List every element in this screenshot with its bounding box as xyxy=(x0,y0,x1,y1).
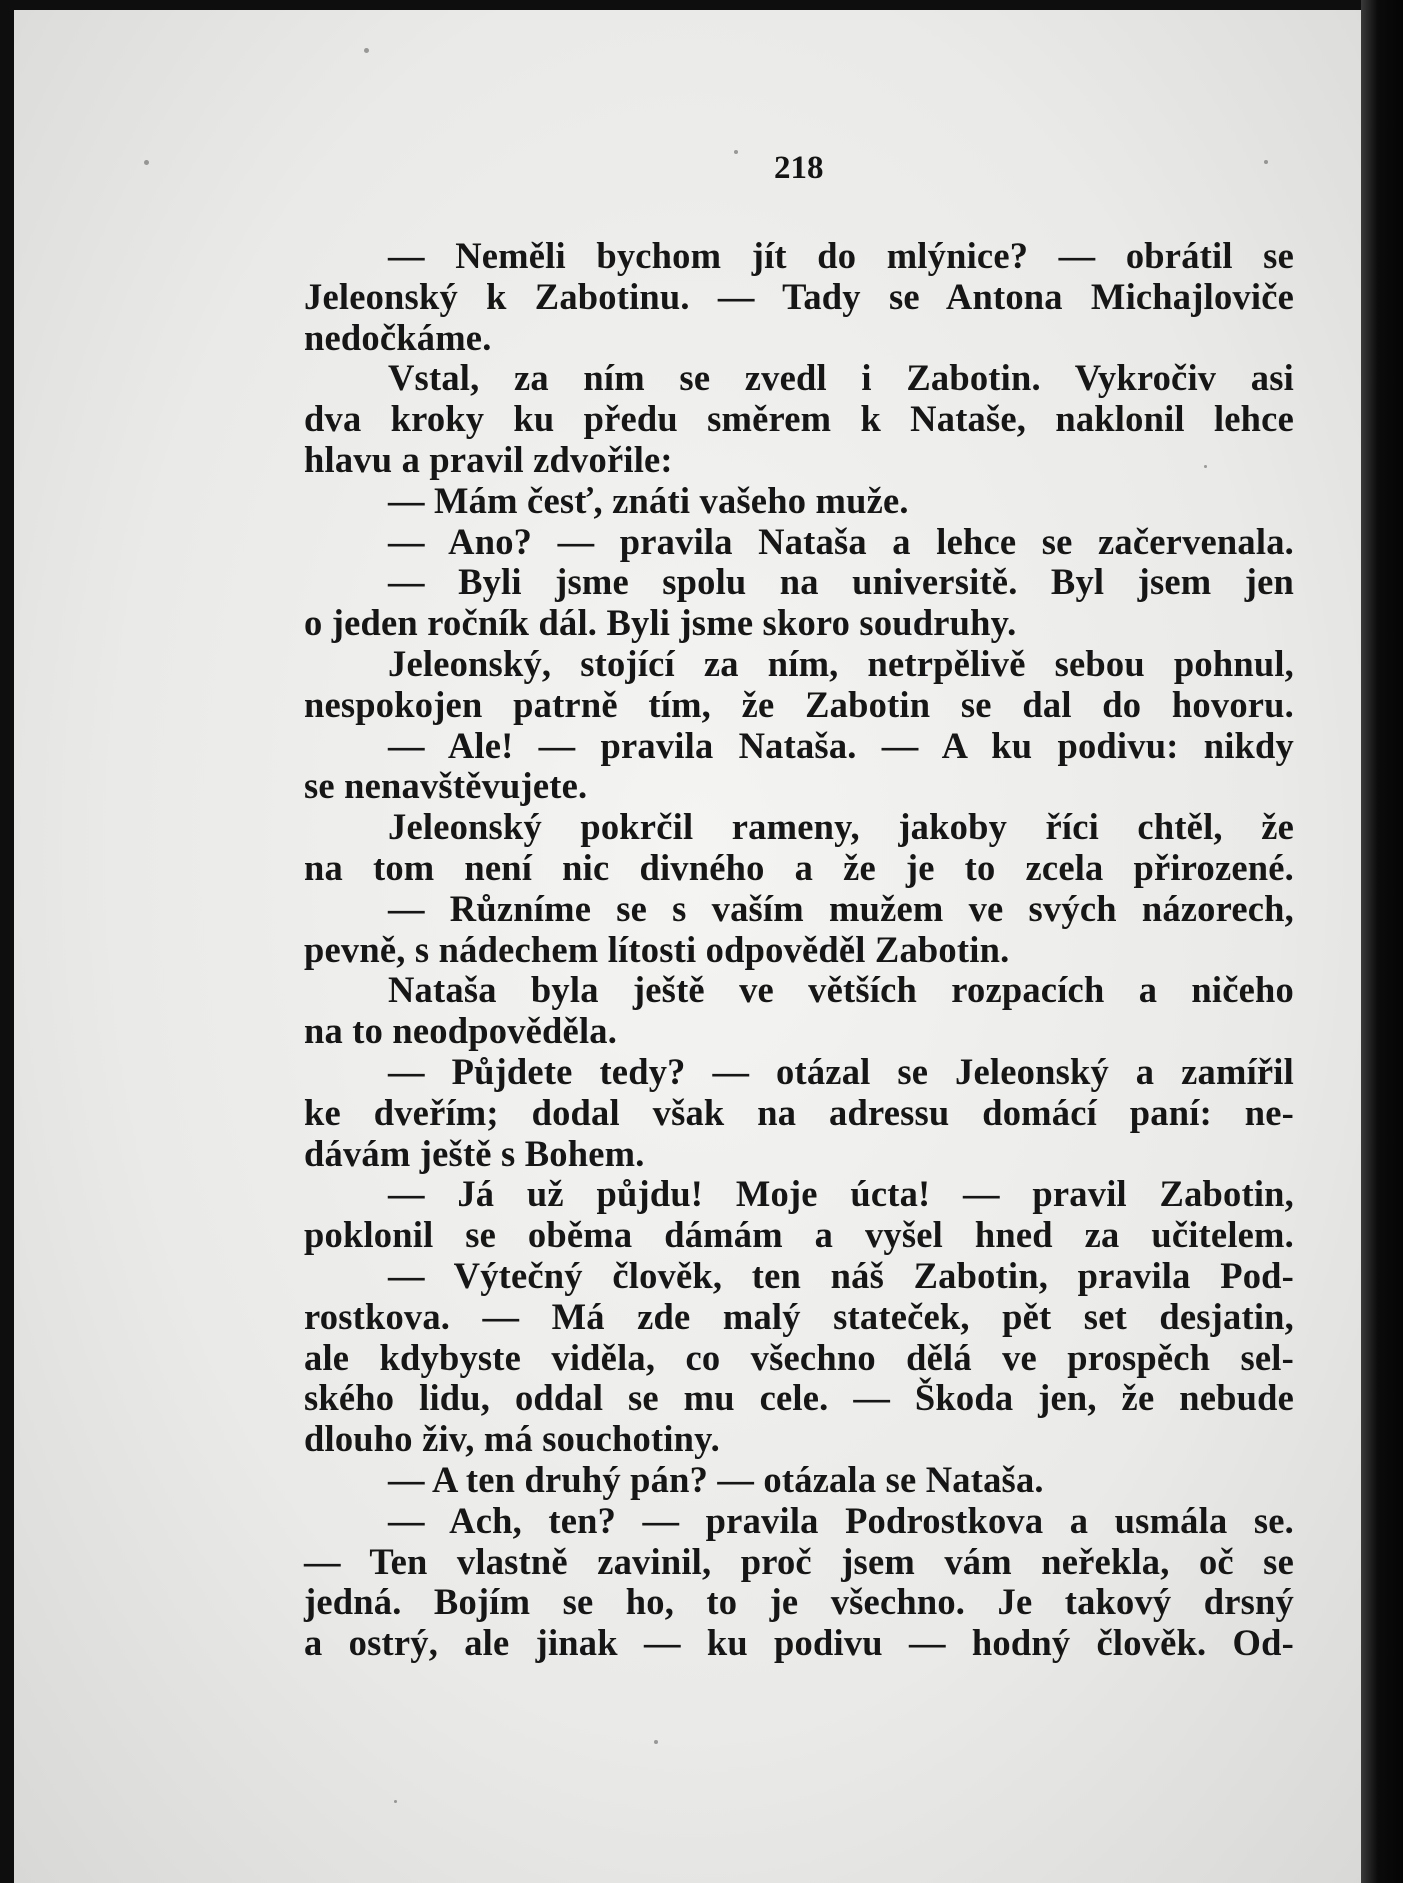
text-line: rostkova. — Má zde malý stateček, pět set desjatin, xyxy=(304,1295,1294,1337)
text-line: Jeleonský k Zabotinu. — Tady se Antona Michajloviče xyxy=(304,275,1294,317)
text-line: — Mám česť, znáti vašeho muže. xyxy=(388,479,909,521)
text-line: pevně, s nádechem lítosti odpověděl Zabotin. xyxy=(304,928,1010,970)
text-line: na to neodpověděla. xyxy=(304,1010,618,1052)
scan-speck xyxy=(394,1800,397,1803)
text-line: jedná. Bojím se ho, to je všechno. Je takový drsný xyxy=(304,1581,1294,1623)
text-line: Nataša byla ještě ve větších rozpacích a ničeho xyxy=(388,969,1294,1011)
text-line: na tom není nic divného a že je to zcela přirozené. xyxy=(304,846,1294,888)
text-line: nespokojen patrně tím, že Zabotin se dal do hovoru. xyxy=(304,683,1294,725)
scanned-page xyxy=(14,10,1374,1883)
text-line: Jeleonský, stojící za ním, netrpělivě sebou pohnul, xyxy=(388,642,1294,684)
text-line: — Různíme se s vaším mužem ve svých názorech, xyxy=(388,887,1294,929)
text-line: dva kroky ku předu směrem k Nataše, naklonil lehce xyxy=(304,398,1294,440)
text-line: — Neměli bychom jít do mlýnice? — obrátil se xyxy=(388,235,1294,276)
text-line: — A ten druhý pán? — otázala se Nataša. xyxy=(388,1458,1044,1500)
text-line: poklonil se oběma dámám a vyšel hned za učitelem. xyxy=(304,1214,1294,1256)
text-line: se nenavštěvujete. xyxy=(304,765,588,807)
text-line: ale kdybyste viděla, co všechno dělá ve prospěch sel- xyxy=(304,1336,1294,1378)
page-number: 218 xyxy=(774,150,824,186)
scan-speck xyxy=(654,1740,658,1744)
scan-speck xyxy=(1264,160,1268,164)
text-line: ského lidu, oddal se mu cele. — Škoda jen, že nebude xyxy=(304,1377,1294,1419)
scan-speck xyxy=(364,48,369,53)
text-line: dlouho živ, má souchotiny. xyxy=(304,1418,720,1460)
text-line: — Ano? — pravila Nataša a lehce se začervenala. xyxy=(388,520,1294,562)
text-line: — Já už půjdu! Moje úcta! — pravil Zabotin, xyxy=(388,1173,1294,1215)
scan-dark-edge xyxy=(1361,0,1403,1883)
scan-speck xyxy=(144,160,149,165)
text-line: — Ten vlastně zavinil, proč jsem vám neřekla, oč se xyxy=(304,1540,1294,1582)
text-line: — Výtečný člověk, ten náš Zabotin, pravila Pod- xyxy=(388,1254,1294,1296)
text-line: — Ach, ten? — pravila Podrostkova a usmála se. xyxy=(388,1499,1294,1541)
text-line: Jeleonský pokrčil rameny, jakoby říci chtěl, že xyxy=(388,806,1294,848)
text-line: a ostrý, ale jinak — ku podivu — hodný člověk. Od- xyxy=(304,1622,1294,1664)
text-line: hlavu a pravil zdvořile: xyxy=(304,438,673,480)
text-line: o jeden ročník dál. Byli jsme skoro soudruhy. xyxy=(304,602,1017,644)
text-line: nedočkáme. xyxy=(304,316,492,358)
body-text xyxy=(304,236,1294,1664)
text-line: Vstal, za ním se zvedl i Zabotin. Vykročiv asi xyxy=(388,357,1294,399)
text-line: — Byli jsme spolu na universitě. Byl jsem jen xyxy=(388,561,1294,603)
scan-speck xyxy=(734,150,738,154)
text-line: — Půjdete tedy? — otázal se Jeleonský a zamířil xyxy=(388,1050,1294,1092)
text-line: ke dveřím; dodal však na adressu domácí paní: ne- xyxy=(304,1091,1294,1133)
text-line: — Ale! — pravila Nataša. — A ku podivu: nikdy xyxy=(388,724,1294,766)
text-line: dávám ještě s Bohem. xyxy=(304,1132,645,1174)
